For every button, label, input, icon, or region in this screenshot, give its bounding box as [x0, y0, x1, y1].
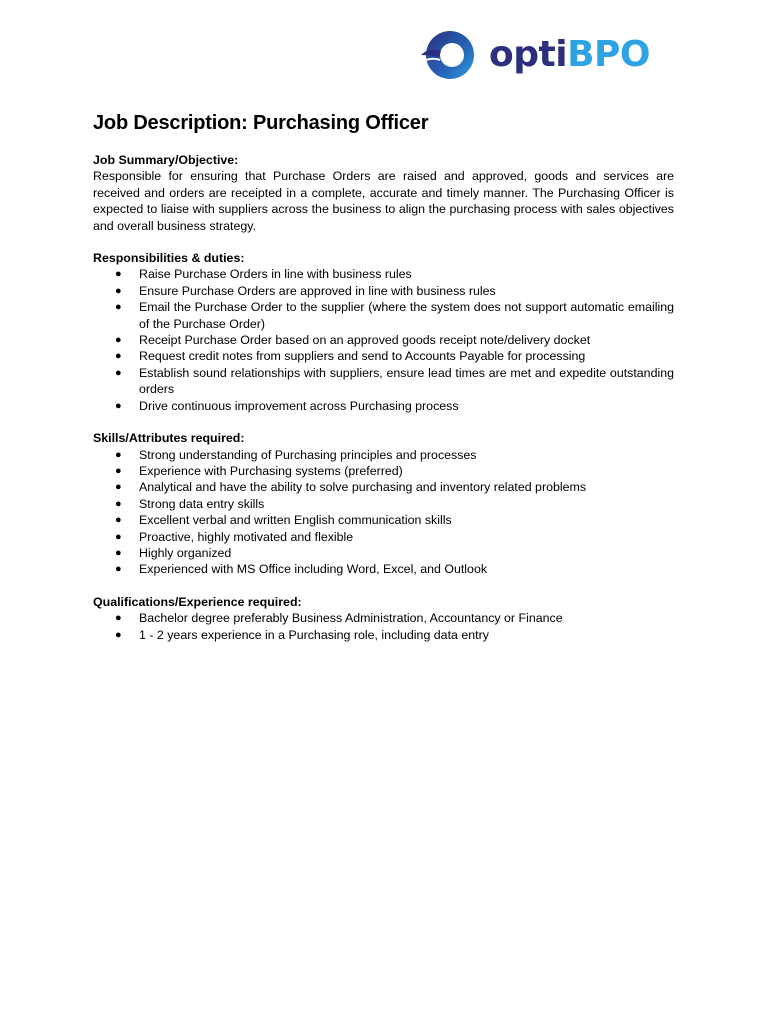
responsibilities-heading: Responsibilities & duties:: [93, 251, 245, 266]
qualifications-section: [93, 594, 674, 643]
job-summary-text: Responsible for ensuring that Purchase Orders are raised and approved, goods and services are received and orders are receipted in a complete, accurate and timely manner. The Purchasing Officer is expected to liaise with suppliers across the business to align the purchasing process with sales objectives and overall business strategy.: [93, 169, 674, 233]
bullet-icon: ●: [115, 514, 122, 527]
list-item-text: Experience with Purchasing systems (preferred): [139, 463, 403, 478]
list-item-text: Strong understanding of Purchasing principles and processes: [139, 447, 477, 462]
list-item: [93, 398, 674, 414]
bullet-icon: ●: [115, 546, 122, 559]
job-summary-heading: Job Summary/Objective:: [93, 153, 239, 167]
list-item: [93, 529, 674, 545]
list-item: [93, 266, 674, 282]
list-item-text: Receipt Purchase Order based on an approved goods receipt note/delivery docket: [139, 333, 591, 348]
list-item-text: Experienced with MS Office including Word, Excel, and Outlook: [139, 562, 488, 577]
list-item: [93, 610, 674, 626]
list-item-text: Email the Purchase Order to the supplier (where the system does not support automatic emailing of the Purchase Order): [139, 300, 674, 331]
list-item: [93, 496, 674, 512]
list-item: [93, 561, 674, 577]
document-body: [93, 110, 674, 643]
bullet-icon: ●: [115, 268, 122, 281]
list-item-text: 1 - 2 years experience in a Purchasing role, including data entry: [139, 627, 489, 642]
list-item: [93, 479, 674, 495]
list-item-text: Excellent verbal and written English communication skills: [139, 513, 452, 528]
list-item: [93, 545, 674, 561]
list-item-text: Bachelor degree preferably Business Administration, Accountancy or Finance: [139, 611, 563, 626]
bullet-icon: ●: [115, 366, 122, 379]
list-item: [93, 365, 674, 398]
page-title: Job Description: Purchasing Officer: [93, 112, 429, 134]
responsibilities-list: [93, 266, 674, 414]
bullet-icon: ●: [115, 628, 122, 641]
logo-wordmark: [489, 34, 650, 75]
list-item-text: Proactive, highly motivated and flexible: [139, 529, 354, 544]
bullet-icon: ●: [115, 350, 122, 363]
bullet-icon: ●: [115, 481, 122, 494]
bullet-icon: ●: [115, 334, 122, 347]
list-item-text: Ensure Purchase Orders are approved in line with business rules: [139, 283, 496, 298]
bullet-icon: ●: [115, 448, 122, 461]
list-item: [93, 332, 674, 348]
logo-text-bpo: BPO: [567, 34, 650, 75]
qualifications-heading: Qualifications/Experience required:: [93, 594, 302, 609]
bullet-icon: ●: [115, 497, 122, 510]
list-item: [93, 463, 674, 479]
list-item-text: Drive continuous improvement across Purchasing process: [139, 398, 459, 413]
bullet-icon: ●: [115, 612, 122, 625]
list-item-text: Analytical and have the ability to solve purchasing and inventory related problems: [139, 480, 587, 495]
list-item-text: Raise Purchase Orders in line with business rules: [139, 267, 412, 282]
skills-list: [93, 447, 674, 578]
skills-section: [93, 430, 674, 578]
bullet-icon: ●: [115, 563, 122, 576]
list-item: [93, 627, 674, 643]
bullet-icon: ●: [115, 530, 122, 543]
list-item-text: Establish sound relationships with suppliers, ensure lead times are met and expedite outstanding orders: [139, 365, 674, 397]
logo-text-opti: opti: [489, 34, 568, 75]
list-item-text: Highly organized: [139, 545, 232, 560]
list-item: [93, 512, 674, 528]
company-logo: [419, 27, 681, 83]
bullet-icon: ●: [115, 284, 122, 297]
list-item-text: Strong data entry skills: [139, 496, 265, 511]
logo-mark-icon: [419, 27, 477, 83]
list-item: [93, 348, 674, 364]
responsibilities-section: [93, 250, 674, 414]
list-item: [93, 299, 674, 332]
list-item: [93, 283, 674, 299]
bullet-icon: ●: [115, 399, 122, 412]
qualifications-list: [93, 610, 674, 643]
job-summary-section: [93, 152, 674, 234]
list-item: [93, 447, 674, 463]
list-item-text: Request credit notes from suppliers and send to Accounts Payable for processing: [139, 349, 586, 364]
bullet-icon: ●: [115, 464, 122, 477]
skills-heading: Skills/Attributes required:: [93, 431, 245, 446]
bullet-icon: ●: [115, 301, 122, 314]
